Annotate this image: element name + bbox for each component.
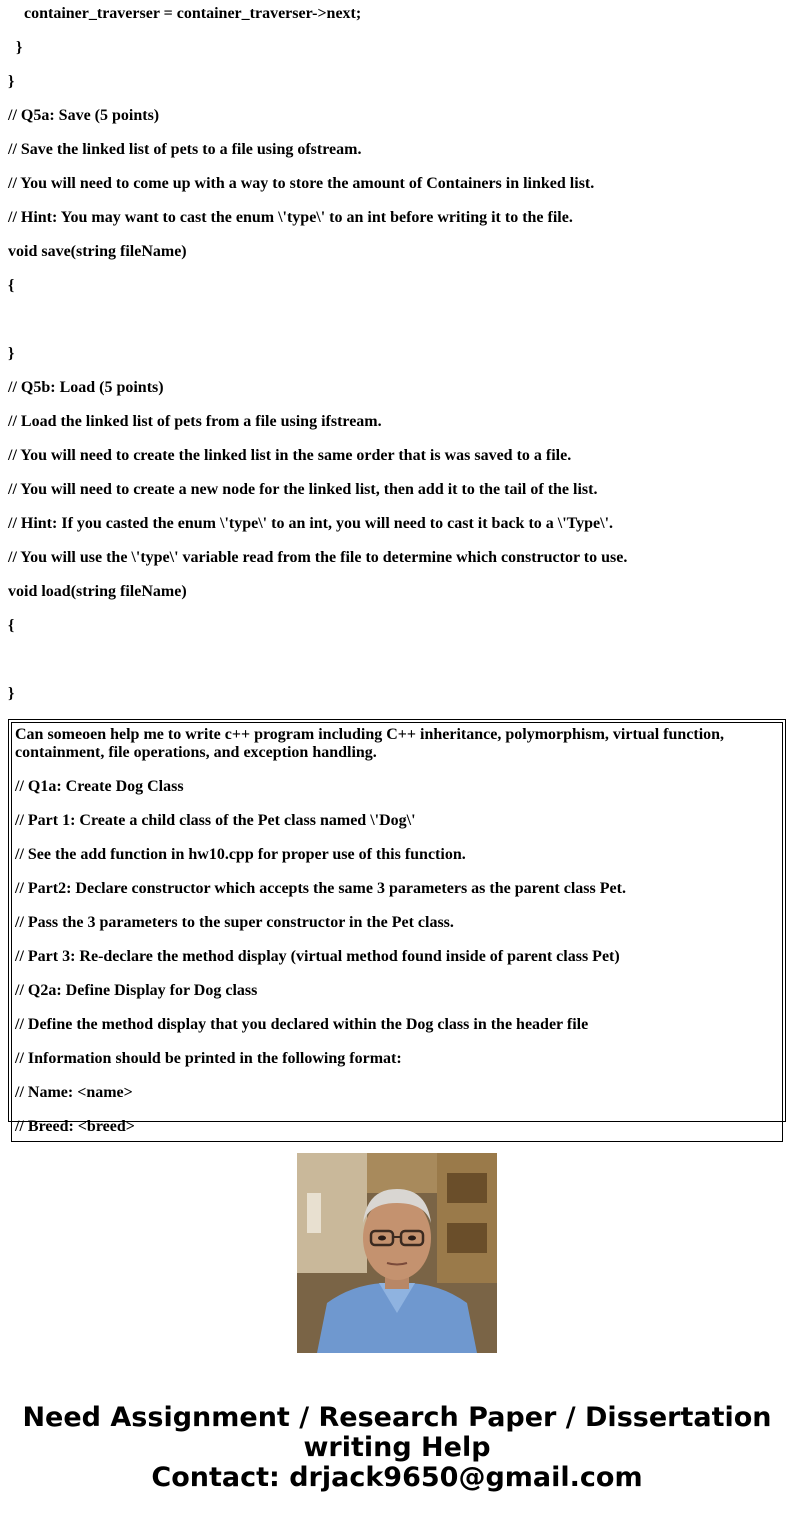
question-line: // Part 1: Create a child class of the Pet class named \'Dog\' <box>15 812 416 829</box>
contact-headline: Need Assignment / Research Paper / Dissertation <box>22 1402 772 1433</box>
question-line: // See the add function in hw10.cpp for proper use of this function. <box>15 846 466 863</box>
tutor-portrait-image <box>297 1153 497 1353</box>
code-comment: // Load the linked list of pets from a file using ifstream. <box>8 413 382 430</box>
question-line: // Name: <name> <box>15 1084 133 1101</box>
question-line: // Part2: Declare constructor which accepts the same 3 parameters as the parent class Pet. <box>15 880 626 897</box>
question-intro: Can someoen help me to write c++ program including C++ inheritance, polymorphism, virtual function, containment, file operations, and exception handling. <box>15 726 725 761</box>
code-comment: // Q5b: Load (5 points) <box>8 379 164 396</box>
contact-email: Contact: drjack9650@gmail.com <box>151 1462 643 1493</box>
avatar <box>297 1153 497 1353</box>
question-box[interactable] <box>8 719 786 1135</box>
code-comment: // Hint: If you casted the enum \'type\' to an int, you will need to cast it back to a \'Type\'. <box>8 515 614 532</box>
question-line: // Breed: <breed> <box>15 1118 135 1135</box>
code-function-signature: void load(string fileName) <box>8 583 187 600</box>
code-line: container_traverser = container_traverser->next; <box>8 5 362 22</box>
code-line: } <box>8 345 15 362</box>
question-line: // Q2a: Define Display for Dog class <box>15 982 258 999</box>
code-function-signature: void save(string fileName) <box>8 243 187 260</box>
code-comment: // Hint: You may want to cast the enum \'type\' to an int before writing it to the file. <box>8 209 573 226</box>
contact-banner <box>0 1403 794 1493</box>
question-line: // Define the method display that you declared within the Dog class in the header file <box>15 1016 589 1033</box>
question-content <box>11 722 783 1142</box>
question-line: // Information should be printed in the following format: <box>15 1050 402 1067</box>
code-comment: // You will need to come up with a way to store the amount of Containers in linked list. <box>8 175 595 192</box>
contact-subheadline: writing Help <box>303 1432 491 1463</box>
code-comment: // Q5a: Save (5 points) <box>8 107 160 124</box>
code-comment: // You will need to create a new node for the linked list, then add it to the tail of the list. <box>8 481 598 498</box>
code-comment: // You will need to create the linked list in the same order that is was saved to a file. <box>8 447 572 464</box>
question-line: // Pass the 3 parameters to the super constructor in the Pet class. <box>15 914 454 931</box>
code-line: { <box>8 277 15 294</box>
question-line: // Part 3: Re-declare the method display (virtual method found inside of parent class Pet) <box>15 948 620 965</box>
code-line: } <box>8 39 23 56</box>
code-line: { <box>8 617 15 634</box>
question-line: // Q1a: Create Dog Class <box>15 778 184 795</box>
code-comment: // You will use the \'type\' variable read from the file to determine which constructor to use. <box>8 549 628 566</box>
code-comment: // Save the linked list of pets to a file using ofstream. <box>8 141 362 158</box>
code-line: } <box>8 73 15 90</box>
code-line: } <box>8 685 15 702</box>
